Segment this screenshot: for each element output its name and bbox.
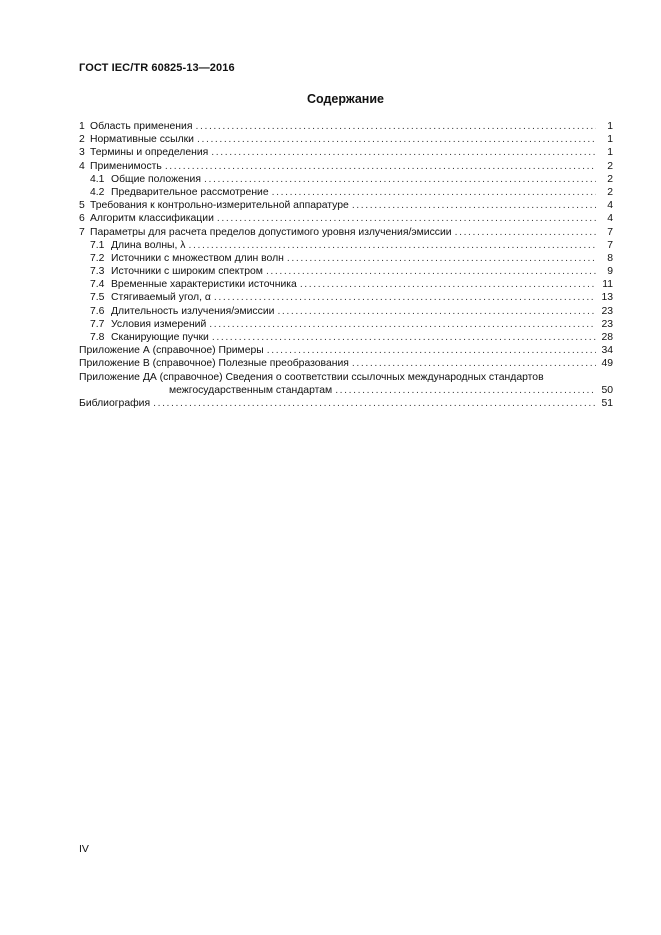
toc-entry-page: 2 (607, 160, 613, 172)
toc-entry[interactable] (79, 291, 613, 304)
toc-entry-label: Источники с множеством длин волн (111, 252, 284, 264)
toc-entry[interactable] (79, 186, 613, 199)
toc-entry-page: 8 (607, 252, 613, 264)
toc-entry[interactable] (79, 173, 613, 186)
dot-leader (272, 186, 596, 199)
toc-entry-label: Временные характеристики источника (111, 279, 297, 291)
page-title: Содержание (306, 92, 384, 106)
toc-entry-number: 7.3 (90, 266, 105, 278)
dot-leader (189, 239, 597, 252)
dot-leader (209, 318, 596, 331)
toc-entry-label-continuation: межгосударственным стандартам (169, 384, 333, 396)
dot-leader (267, 344, 596, 357)
toc-entry[interactable] (79, 146, 613, 159)
toc-entry[interactable] (79, 226, 613, 239)
toc-entry-number: 7.5 (90, 292, 105, 304)
dot-leader (214, 291, 596, 304)
dot-leader (204, 173, 596, 186)
toc-entry-page: 9 (607, 266, 613, 278)
toc-entry-number: 4.2 (90, 186, 105, 198)
toc-entry-page: 1 (607, 121, 613, 132)
toc-entry-number: 6 (79, 213, 85, 225)
toc-entry-page: 2 (607, 186, 613, 198)
toc-entry-number: 2 (79, 134, 85, 146)
toc-entry-label: Сканирующие пучки (111, 332, 209, 343)
dot-leader (352, 199, 596, 212)
toc-entry[interactable] (79, 265, 613, 278)
toc-entry-page: 28 (601, 332, 613, 343)
toc-entry[interactable] (79, 133, 613, 146)
toc-entry[interactable] (79, 318, 613, 331)
toc-entry-label: Приложение В (справочное) Полезные преобразования (79, 358, 349, 370)
toc-entry-label: Источники с широким спектром (111, 266, 263, 278)
toc-entry-page: 1 (607, 147, 613, 159)
toc-entry-page: 13 (601, 292, 613, 304)
toc-entry-number: 4.1 (90, 173, 105, 185)
toc-entry-number: 1 (79, 121, 85, 132)
toc-entry-page: 4 (607, 200, 613, 212)
toc-entry-number: 7.2 (90, 252, 105, 264)
toc-entry[interactable] (79, 120, 613, 133)
toc-entry-appendix-a[interactable] (79, 344, 613, 357)
toc-entry-number: 7.4 (90, 279, 105, 291)
dot-leader (352, 357, 596, 370)
toc-entry-label: Область применения (90, 121, 193, 132)
dot-leader (195, 120, 596, 133)
dot-leader (287, 252, 596, 265)
toc-entry-number: 7.8 (90, 332, 105, 343)
dot-leader (165, 160, 596, 173)
toc-entry-page: 51 (601, 397, 613, 409)
toc-entry[interactable] (79, 331, 613, 344)
toc-entry-page: 11 (602, 279, 613, 291)
toc-entry-page: 23 (601, 305, 613, 317)
toc-entry-label: Приложение А (справочное) Примеры (79, 345, 264, 357)
toc-entry-page: 4 (607, 213, 613, 225)
toc-entry-page: 23 (601, 318, 613, 330)
dot-leader (277, 305, 596, 318)
toc-entry-label: Стягиваемый угол, α (111, 292, 211, 304)
toc-entry-label: Термины и определения (90, 147, 209, 159)
toc-entry[interactable] (79, 199, 613, 212)
toc-entry-number: 3 (79, 147, 85, 159)
toc-entry-page: 34 (601, 345, 613, 357)
toc-entry-label: Нормативные ссылки (90, 134, 194, 146)
toc-entry-number: 7.6 (90, 305, 105, 317)
toc-entry-label: Условия измерений (111, 318, 207, 330)
dot-leader (211, 146, 596, 159)
toc-entry-label: Применимость (90, 160, 162, 172)
toc-entry[interactable] (79, 252, 613, 265)
toc-entry-label: Библиография (79, 397, 151, 409)
dot-leader (197, 133, 596, 146)
toc-entry-page: 2 (607, 173, 613, 185)
dot-leader (217, 212, 596, 225)
dot-leader (455, 226, 596, 239)
page-number: IV (79, 843, 89, 855)
toc-entry-number: 4 (79, 160, 85, 172)
toc-entry[interactable] (79, 212, 613, 225)
toc-entry-page: 7 (607, 226, 613, 238)
toc-entry-label: Общие положения (111, 173, 201, 185)
toc-entry[interactable] (79, 239, 613, 252)
toc-entry[interactable] (79, 160, 613, 173)
toc-entry-label: Алгоритм классификации (90, 213, 214, 225)
toc-entry-page: 7 (607, 239, 613, 251)
toc-entry-label: Длина волны, λ (111, 239, 186, 251)
dot-leader (300, 278, 596, 291)
toc-entry-appendix-b[interactable] (79, 357, 613, 370)
toc-entry-number: 7.7 (90, 318, 105, 330)
dot-leader (266, 265, 596, 278)
toc-entry-page: 1 (607, 134, 613, 146)
toc-entry-label: Параметры для расчета пределов допустимого уровня излучения/эмиссии (90, 226, 452, 238)
toc-entry-number: 7.1 (90, 239, 105, 251)
toc-entry-bibliography[interactable] (79, 397, 613, 410)
toc-entry-appendix-da[interactable] (79, 371, 613, 397)
toc-entry-page: 49 (601, 358, 613, 370)
toc-entry-label: Длительность излучения/эмиссии (111, 305, 275, 317)
toc-entry-label: Приложение ДА (справочное) Сведения о соответствии ссылочных международных стандартов (79, 371, 544, 383)
toc-entry-page: 50 (601, 384, 613, 396)
toc-entry-label: Предварительное рассмотрение (111, 186, 269, 198)
toc-entry-number: 5 (79, 200, 85, 212)
toc-entry[interactable] (79, 305, 613, 318)
dot-leader (335, 384, 596, 397)
document-code: ГОСТ IEC/TR 60825-13—2016 (79, 62, 235, 74)
table-of-contents (79, 120, 613, 410)
toc-entry[interactable] (79, 278, 613, 291)
toc-entry-label: Требования к контрольно-измерительной аппаратуре (90, 200, 349, 212)
dot-leader (212, 331, 596, 344)
toc-entry-number: 7 (79, 226, 85, 238)
dot-leader (153, 397, 596, 410)
